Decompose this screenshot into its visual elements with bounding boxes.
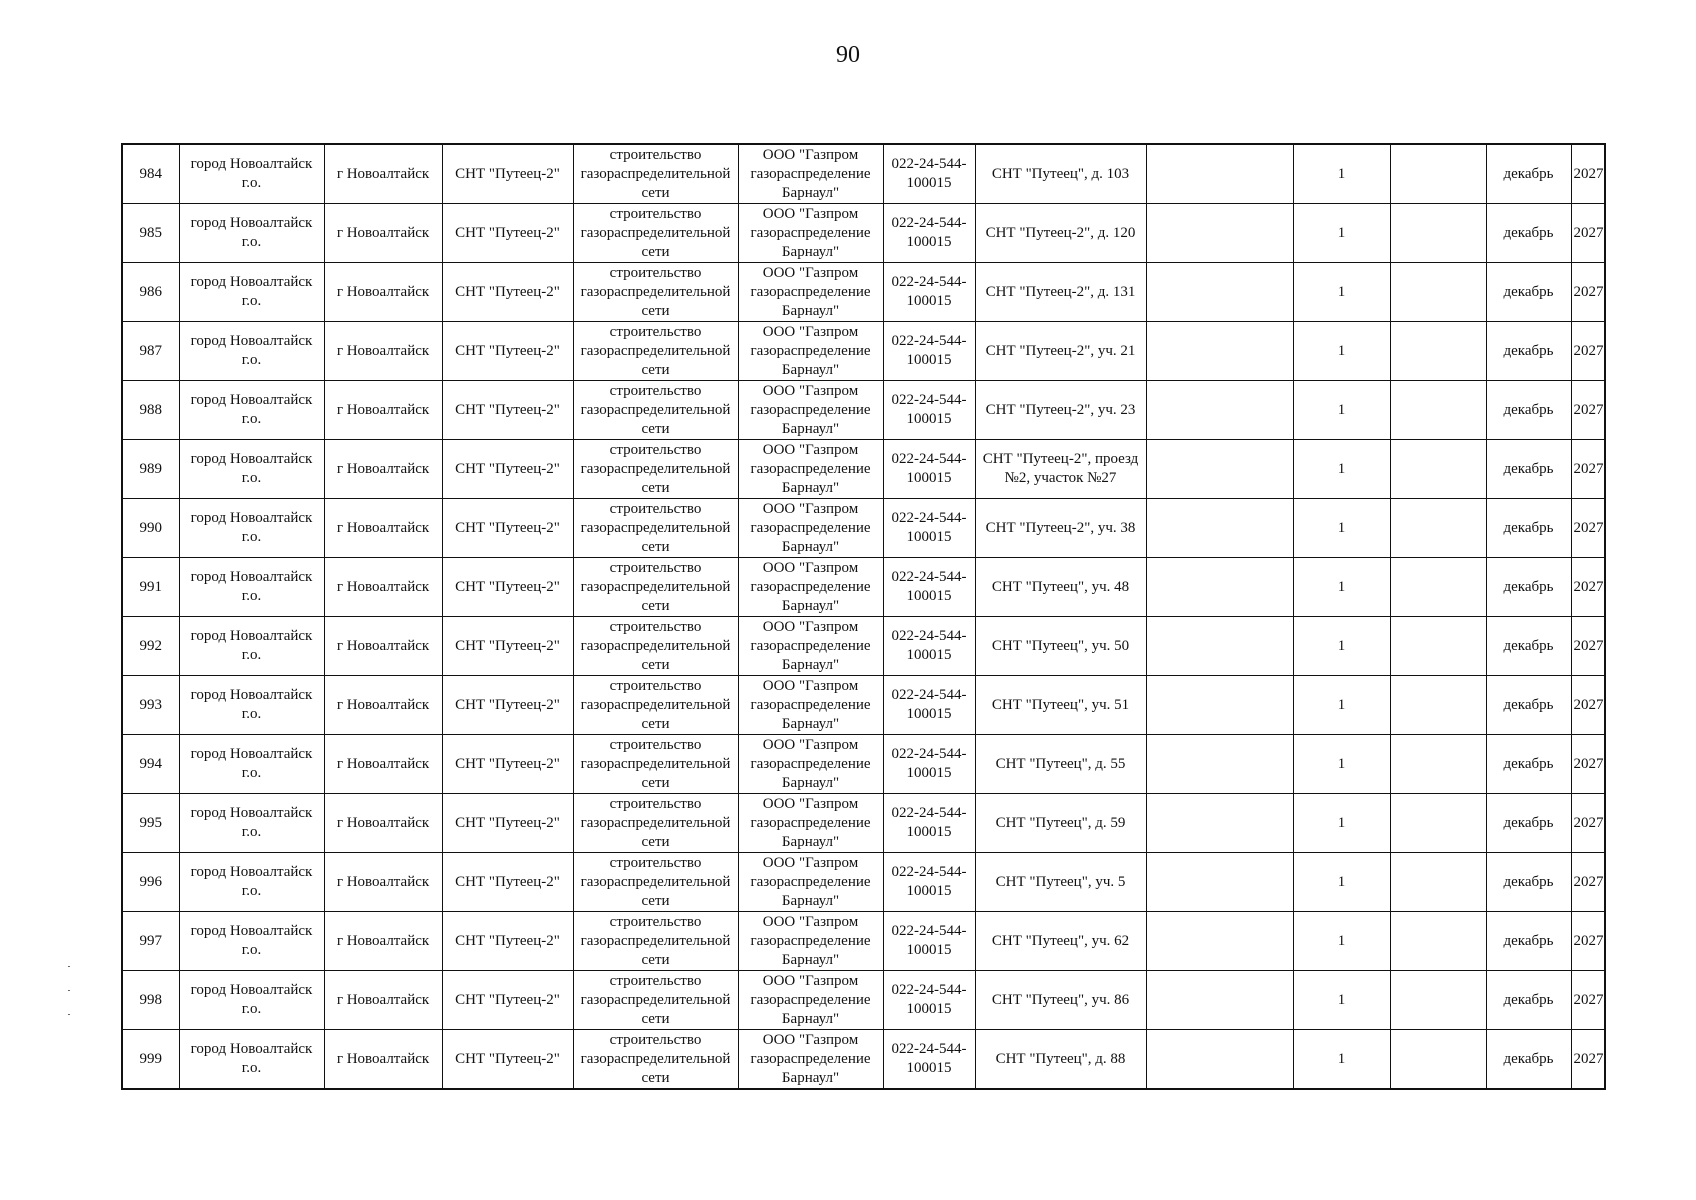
empty-cell [1390, 204, 1486, 263]
address-cell: СНТ "Путеец", д. 103 [975, 144, 1146, 204]
page-number: 90 [836, 42, 860, 68]
count-cell: 1 [1293, 617, 1390, 676]
activity-cell: строительство газораспределительной сети [573, 440, 738, 499]
district-cell: город Новоалтайск г.о. [179, 204, 324, 263]
month-cell: декабрь [1486, 499, 1571, 558]
settlement-cell: СНТ "Путеец-2" [442, 204, 573, 263]
organization-cell: ООО "Газпром газораспределение Барнаул" [738, 263, 883, 322]
code-cell: 022-24-544-100015 [883, 322, 975, 381]
year-cell: 2027 [1571, 735, 1605, 794]
settlement-cell: СНТ "Путеец-2" [442, 676, 573, 735]
empty-cell [1390, 617, 1486, 676]
empty-cell [1390, 794, 1486, 853]
year-cell: 2027 [1571, 322, 1605, 381]
empty-cell [1146, 322, 1293, 381]
code-cell: 022-24-544-100015 [883, 1030, 975, 1090]
count-cell: 1 [1293, 853, 1390, 912]
address-cell: СНТ "Путеец", уч. 51 [975, 676, 1146, 735]
settlement-cell: СНТ "Путеец-2" [442, 735, 573, 794]
count-cell: 1 [1293, 322, 1390, 381]
month-cell: декабрь [1486, 381, 1571, 440]
row-number: 988 [122, 381, 179, 440]
year-cell: 2027 [1571, 971, 1605, 1030]
district-cell: город Новоалтайск г.о. [179, 1030, 324, 1090]
table-row [122, 558, 1605, 617]
address-cell: СНТ "Путеец-2", уч. 21 [975, 322, 1146, 381]
row-number: 993 [122, 676, 179, 735]
month-cell: декабрь [1486, 617, 1571, 676]
address-cell: СНТ "Путеец-2", уч. 23 [975, 381, 1146, 440]
settlement-cell: СНТ "Путеец-2" [442, 853, 573, 912]
district-cell: город Новоалтайск г.о. [179, 322, 324, 381]
table-row [122, 971, 1605, 1030]
table-row [122, 735, 1605, 794]
table-row [122, 440, 1605, 499]
empty-cell [1146, 204, 1293, 263]
row-number: 996 [122, 853, 179, 912]
activity-cell: строительство газораспределительной сети [573, 676, 738, 735]
city-cell: г Новоалтайск [324, 381, 442, 440]
address-cell: СНТ "Путеец", уч. 48 [975, 558, 1146, 617]
address-cell: СНТ "Путеец", уч. 86 [975, 971, 1146, 1030]
code-cell: 022-24-544-100015 [883, 912, 975, 971]
empty-cell [1146, 440, 1293, 499]
empty-cell [1146, 912, 1293, 971]
address-cell: СНТ "Путеец-2", д. 131 [975, 263, 1146, 322]
month-cell: декабрь [1486, 144, 1571, 204]
district-cell: город Новоалтайск г.о. [179, 617, 324, 676]
empty-cell [1390, 440, 1486, 499]
empty-cell [1146, 676, 1293, 735]
table-row [122, 263, 1605, 322]
organization-cell: ООО "Газпром газораспределение Барнаул" [738, 794, 883, 853]
year-cell: 2027 [1571, 617, 1605, 676]
count-cell: 1 [1293, 912, 1390, 971]
code-cell: 022-24-544-100015 [883, 144, 975, 204]
organization-cell: ООО "Газпром газораспределение Барнаул" [738, 381, 883, 440]
empty-cell [1146, 617, 1293, 676]
district-cell: город Новоалтайск г.о. [179, 794, 324, 853]
table-row [122, 204, 1605, 263]
settlement-cell: СНТ "Путеец-2" [442, 263, 573, 322]
city-cell: г Новоалтайск [324, 204, 442, 263]
row-number: 985 [122, 204, 179, 263]
row-number: 994 [122, 735, 179, 794]
activity-cell: строительство газораспределительной сети [573, 853, 738, 912]
activity-cell: строительство газораспределительной сети [573, 794, 738, 853]
empty-cell [1390, 1030, 1486, 1090]
month-cell: декабрь [1486, 322, 1571, 381]
empty-cell [1146, 558, 1293, 617]
month-cell: декабрь [1486, 794, 1571, 853]
year-cell: 2027 [1571, 381, 1605, 440]
month-cell: декабрь [1486, 558, 1571, 617]
row-number: 990 [122, 499, 179, 558]
code-cell: 022-24-544-100015 [883, 204, 975, 263]
code-cell: 022-24-544-100015 [883, 263, 975, 322]
month-cell: декабрь [1486, 971, 1571, 1030]
code-cell: 022-24-544-100015 [883, 794, 975, 853]
table-row [122, 676, 1605, 735]
code-cell: 022-24-544-100015 [883, 735, 975, 794]
count-cell: 1 [1293, 263, 1390, 322]
row-number: 992 [122, 617, 179, 676]
month-cell: декабрь [1486, 263, 1571, 322]
count-cell: 1 [1293, 558, 1390, 617]
count-cell: 1 [1293, 676, 1390, 735]
city-cell: г Новоалтайск [324, 440, 442, 499]
month-cell: декабрь [1486, 204, 1571, 263]
district-cell: город Новоалтайск г.о. [179, 440, 324, 499]
count-cell: 1 [1293, 1030, 1390, 1090]
address-cell: СНТ "Путеец", уч. 5 [975, 853, 1146, 912]
year-cell: 2027 [1571, 263, 1605, 322]
empty-cell [1146, 1030, 1293, 1090]
activity-cell: строительство газораспределительной сети [573, 912, 738, 971]
city-cell: г Новоалтайск [324, 676, 442, 735]
address-cell: СНТ "Путеец", д. 59 [975, 794, 1146, 853]
activity-cell: строительство газораспределительной сети [573, 735, 738, 794]
row-number: 986 [122, 263, 179, 322]
table-row [122, 912, 1605, 971]
activity-cell: строительство газораспределительной сети [573, 499, 738, 558]
district-cell: город Новоалтайск г.о. [179, 144, 324, 204]
empty-cell [1390, 676, 1486, 735]
code-cell: 022-24-544-100015 [883, 676, 975, 735]
row-number: 999 [122, 1030, 179, 1090]
empty-cell [1390, 144, 1486, 204]
year-cell: 2027 [1571, 794, 1605, 853]
district-cell: город Новоалтайск г.о. [179, 558, 324, 617]
count-cell: 1 [1293, 144, 1390, 204]
code-cell: 022-24-544-100015 [883, 440, 975, 499]
empty-cell [1390, 558, 1486, 617]
empty-cell [1390, 853, 1486, 912]
count-cell: 1 [1293, 440, 1390, 499]
code-cell: 022-24-544-100015 [883, 499, 975, 558]
empty-cell [1146, 499, 1293, 558]
organization-cell: ООО "Газпром газораспределение Барнаул" [738, 853, 883, 912]
settlement-cell: СНТ "Путеец-2" [442, 381, 573, 440]
year-cell: 2027 [1571, 440, 1605, 499]
empty-cell [1390, 263, 1486, 322]
city-cell: г Новоалтайск [324, 794, 442, 853]
table-row [122, 381, 1605, 440]
activity-cell: строительство газораспределительной сети [573, 322, 738, 381]
year-cell: 2027 [1571, 853, 1605, 912]
district-cell: город Новоалтайск г.о. [179, 912, 324, 971]
count-cell: 1 [1293, 735, 1390, 794]
month-cell: декабрь [1486, 912, 1571, 971]
activity-cell: строительство газораспределительной сети [573, 1030, 738, 1090]
organization-cell: ООО "Газпром газораспределение Барнаул" [738, 499, 883, 558]
count-cell: 1 [1293, 204, 1390, 263]
count-cell: 1 [1293, 971, 1390, 1030]
organization-cell: ООО "Газпром газораспределение Барнаул" [738, 617, 883, 676]
address-cell: СНТ "Путеец-2", проезд №2, участок №27 [975, 440, 1146, 499]
year-cell: 2027 [1571, 1030, 1605, 1090]
count-cell: 1 [1293, 499, 1390, 558]
organization-cell: ООО "Газпром газораспределение Барнаул" [738, 735, 883, 794]
organization-cell: ООО "Газпром газораспределение Барнаул" [738, 676, 883, 735]
table-row [122, 617, 1605, 676]
activity-cell: строительство газораспределительной сети [573, 971, 738, 1030]
table-row [122, 499, 1605, 558]
month-cell: декабрь [1486, 853, 1571, 912]
gasification-table [121, 143, 1606, 1090]
empty-cell [1146, 263, 1293, 322]
empty-cell [1146, 144, 1293, 204]
row-number: 991 [122, 558, 179, 617]
address-cell: СНТ "Путеец", уч. 62 [975, 912, 1146, 971]
city-cell: г Новоалтайск [324, 617, 442, 676]
table-row [122, 1030, 1605, 1090]
district-cell: город Новоалтайск г.о. [179, 676, 324, 735]
address-cell: СНТ "Путеец", д. 88 [975, 1030, 1146, 1090]
empty-cell [1390, 912, 1486, 971]
year-cell: 2027 [1571, 204, 1605, 263]
city-cell: г Новоалтайск [324, 558, 442, 617]
district-cell: город Новоалтайск г.о. [179, 971, 324, 1030]
empty-cell [1146, 735, 1293, 794]
city-cell: г Новоалтайск [324, 322, 442, 381]
settlement-cell: СНТ "Путеец-2" [442, 617, 573, 676]
code-cell: 022-24-544-100015 [883, 617, 975, 676]
district-cell: город Новоалтайск г.о. [179, 381, 324, 440]
organization-cell: ООО "Газпром газораспределение Барнаул" [738, 912, 883, 971]
row-number: 995 [122, 794, 179, 853]
organization-cell: ООО "Газпром газораспределение Барнаул" [738, 558, 883, 617]
empty-cell [1146, 794, 1293, 853]
year-cell: 2027 [1571, 676, 1605, 735]
organization-cell: ООО "Газпром газораспределение Барнаул" [738, 440, 883, 499]
settlement-cell: СНТ "Путеец-2" [442, 1030, 573, 1090]
table-row [122, 853, 1605, 912]
city-cell: г Новоалтайск [324, 971, 442, 1030]
code-cell: 022-24-544-100015 [883, 558, 975, 617]
month-cell: декабрь [1486, 440, 1571, 499]
year-cell: 2027 [1571, 499, 1605, 558]
organization-cell: ООО "Газпром газораспределение Барнаул" [738, 204, 883, 263]
activity-cell: строительство газораспределительной сети [573, 204, 738, 263]
table-row [122, 144, 1605, 204]
address-cell: СНТ "Путеец-2", уч. 38 [975, 499, 1146, 558]
empty-cell [1390, 735, 1486, 794]
district-cell: город Новоалтайск г.о. [179, 263, 324, 322]
city-cell: г Новоалтайск [324, 499, 442, 558]
settlement-cell: СНТ "Путеец-2" [442, 499, 573, 558]
empty-cell [1390, 499, 1486, 558]
year-cell: 2027 [1571, 912, 1605, 971]
address-cell: СНТ "Путеец", д. 55 [975, 735, 1146, 794]
code-cell: 022-24-544-100015 [883, 381, 975, 440]
district-cell: город Новоалтайск г.о. [179, 735, 324, 794]
settlement-cell: СНТ "Путеец-2" [442, 558, 573, 617]
organization-cell: ООО "Газпром газораспределение Барнаул" [738, 322, 883, 381]
month-cell: декабрь [1486, 735, 1571, 794]
activity-cell: строительство газораспределительной сети [573, 381, 738, 440]
settlement-cell: СНТ "Путеец-2" [442, 971, 573, 1030]
year-cell: 2027 [1571, 144, 1605, 204]
activity-cell: строительство газораспределительной сети [573, 144, 738, 204]
settlement-cell: СНТ "Путеец-2" [442, 912, 573, 971]
year-cell: 2027 [1571, 558, 1605, 617]
activity-cell: строительство газораспределительной сети [573, 617, 738, 676]
row-number: 998 [122, 971, 179, 1030]
address-cell: СНТ "Путеец-2", д. 120 [975, 204, 1146, 263]
settlement-cell: СНТ "Путеец-2" [442, 144, 573, 204]
city-cell: г Новоалтайск [324, 912, 442, 971]
month-cell: декабрь [1486, 1030, 1571, 1090]
row-number: 987 [122, 322, 179, 381]
empty-cell [1146, 971, 1293, 1030]
activity-cell: строительство газораспределительной сети [573, 558, 738, 617]
address-cell: СНТ "Путеец", уч. 50 [975, 617, 1146, 676]
district-cell: город Новоалтайск г.о. [179, 853, 324, 912]
table-row [122, 322, 1605, 381]
scan-margin-marks [66, 966, 72, 1016]
city-cell: г Новоалтайск [324, 735, 442, 794]
empty-cell [1146, 853, 1293, 912]
empty-cell [1390, 322, 1486, 381]
row-number: 984 [122, 144, 179, 204]
organization-cell: ООО "Газпром газораспределение Барнаул" [738, 1030, 883, 1090]
city-cell: г Новоалтайск [324, 144, 442, 204]
settlement-cell: СНТ "Путеец-2" [442, 322, 573, 381]
month-cell: декабрь [1486, 676, 1571, 735]
city-cell: г Новоалтайск [324, 1030, 442, 1090]
city-cell: г Новоалтайск [324, 263, 442, 322]
table-row [122, 794, 1605, 853]
row-number: 989 [122, 440, 179, 499]
row-number: 997 [122, 912, 179, 971]
empty-cell [1390, 971, 1486, 1030]
code-cell: 022-24-544-100015 [883, 971, 975, 1030]
code-cell: 022-24-544-100015 [883, 853, 975, 912]
empty-cell [1390, 381, 1486, 440]
settlement-cell: СНТ "Путеец-2" [442, 794, 573, 853]
activity-cell: строительство газораспределительной сети [573, 263, 738, 322]
organization-cell: ООО "Газпром газораспределение Барнаул" [738, 971, 883, 1030]
empty-cell [1146, 381, 1293, 440]
count-cell: 1 [1293, 381, 1390, 440]
count-cell: 1 [1293, 794, 1390, 853]
city-cell: г Новоалтайск [324, 853, 442, 912]
organization-cell: ООО "Газпром газораспределение Барнаул" [738, 144, 883, 204]
settlement-cell: СНТ "Путеец-2" [442, 440, 573, 499]
district-cell: город Новоалтайск г.о. [179, 499, 324, 558]
